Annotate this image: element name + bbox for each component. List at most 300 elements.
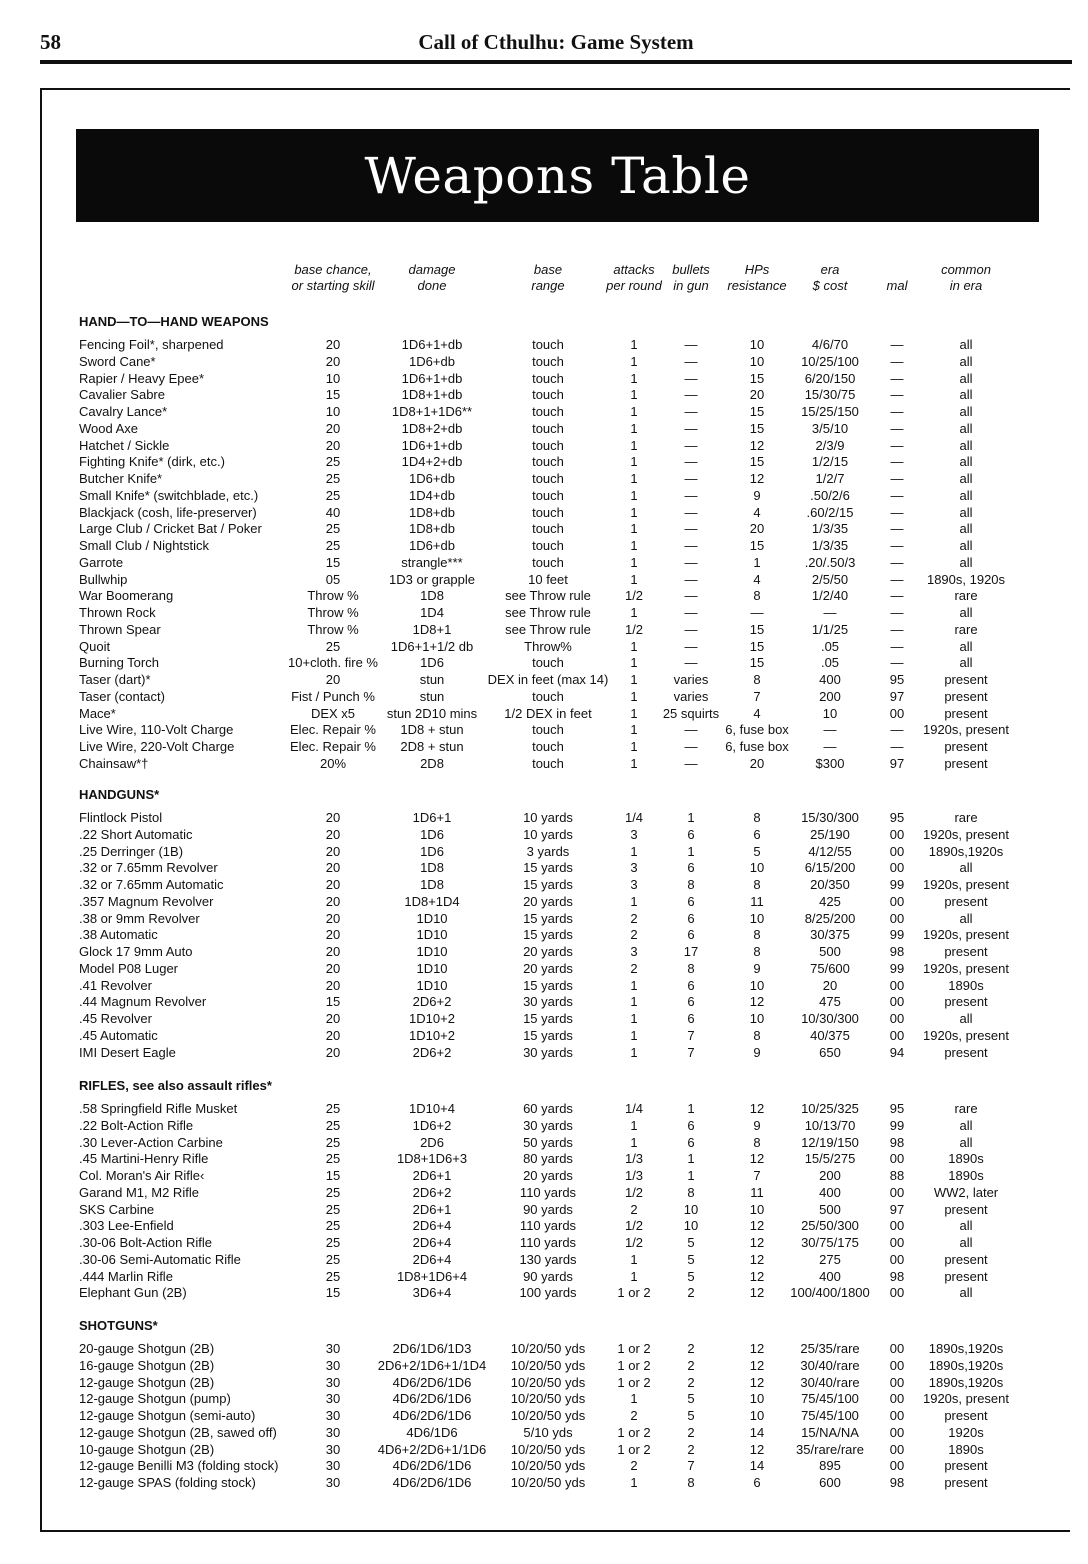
cell-bullets: — [684,538,698,553]
cell-common-in-era: 1890s [948,977,984,993]
column-header-line: in era [949,278,983,293]
column-header-line: bullets [672,262,710,277]
cell-base-range: touch [532,538,564,553]
cell-base-chance: 10 [325,404,341,419]
cell-damage: 2D6+4 [412,1251,452,1267]
weapon-name: Wood Axe [79,420,139,436]
cell-base-range: see Throw rule [505,588,591,604]
cell-era-cost: .05 [820,655,840,671]
cell-mal: — [890,638,904,654]
table-row [0,705,1088,722]
cell-damage: 1D6 [420,655,444,671]
cell-hp-resistance: 12 [749,1357,765,1373]
cell-base-chance: 05 [325,571,341,587]
cell-era-cost: 100/400/1800 [790,1285,870,1301]
cell-damage: 1D8+2+db [401,420,463,436]
weapon-name: Rapier / Heavy Epee* [79,370,205,386]
cell-damage: 1D8 [420,877,444,892]
cell-base-chance: 15 [325,1285,341,1301]
page-number: 58 [40,30,61,54]
weapon-name: 12-gauge Shotgun (2B) [79,1374,215,1390]
cell-base-range: 15 yards [523,910,573,926]
cell-damage: 4D6/1D6 [406,1424,458,1440]
cell-base-range: 90 yards [523,1201,573,1217]
table-row [0,604,1088,621]
cell-attacks: 1 [630,672,638,687]
cell-base-range: touch [532,370,564,386]
cell-base-chance: 20 [325,977,341,993]
weapon-name: .58 Springfield Rifle Musket [79,1101,238,1116]
table-row [0,453,1088,470]
cell-attacks: 1 [630,1044,638,1060]
cell-hp-resistance: 20 [749,521,765,537]
cell-base-chance: 30 [325,1408,341,1423]
cell-mal: — [890,487,904,503]
cell-hp-resistance: 8 [753,877,761,892]
cell-mal: — [890,420,904,436]
cell-attacks: 1 or 2 [617,1374,651,1390]
cell-mal: 99 [889,1117,905,1133]
cell-era-cost: 1/2/40 [811,588,849,604]
cell-base-chance: DEX x5 [310,705,356,721]
cell-damage: 4D6/2D6/1D6 [392,1475,472,1490]
weapon-name: 10-gauge Shotgun (2B) [79,1441,215,1457]
cell-common-in-era: present [944,893,988,909]
table-row [0,420,1088,437]
table-row [0,1234,1088,1251]
cell-bullets: — [684,588,698,604]
cell-damage: 3D6+4 [412,1285,452,1301]
cell-hp-resistance: 20 [749,387,765,403]
cell-damage: 2D6+2 [412,1044,452,1060]
cell-hp-resistance: 15 [749,538,765,553]
table-row [0,926,1088,943]
cell-era-cost: 1/2/7 [815,471,845,486]
cell-common-in-era: rare [954,1101,978,1116]
cell-base-range: touch [532,688,564,704]
cell-mal: 00 [889,1151,905,1167]
cell-era-cost: 275 [819,1251,841,1267]
cell-mal: 95 [889,672,905,687]
cell-attacks: 1 [630,843,638,859]
weapon-name: .303 Lee-Enfield [79,1218,174,1234]
column-header-line: done [417,278,447,293]
cell-common-in-era: all [959,1285,973,1301]
weapon-name: IMI Desert Eagle [79,1044,176,1060]
cell-common-in-era: present [944,755,988,771]
cell-attacks: 1 [630,353,638,369]
cell-mal: 95 [889,810,905,825]
cell-hp-resistance: 12 [749,1285,765,1301]
weapon-name: Taser (contact) [79,688,165,704]
cell-attacks: 1 or 2 [617,1441,651,1457]
weapon-name: .22 Bolt-Action Rifle [79,1117,194,1133]
cell-bullets: — [684,605,698,620]
cell-damage: 2D8 [420,755,444,771]
cell-common-in-era: 1890s [948,1151,984,1167]
cell-attacks: 1 [630,404,638,419]
cell-damage: 2D6/1D6/1D3 [392,1341,472,1356]
weapon-name: Live Wire, 110-Volt Charge [79,722,234,738]
cell-hp-resistance: 7 [753,1168,761,1183]
cell-bullets: — [684,370,698,386]
cell-common-in-era: rare [954,588,978,604]
cell-mal: 98 [889,944,905,959]
cell-attacks: 2 [630,927,638,943]
cell-base-chance: 20 [325,860,341,876]
table-row [0,1474,1088,1491]
cell-bullets: — [684,387,698,403]
cell-attacks: 1/4 [624,810,644,825]
cell-attacks: 1 [630,722,638,738]
cell-damage: 1D6+1+db [401,437,463,453]
cell-era-cost: — [823,722,837,738]
cell-damage: 2D6+4 [412,1218,452,1234]
cell-hp-resistance: 10 [749,910,765,926]
cell-mal: 99 [889,877,905,892]
table-row [0,910,1088,927]
cell-base-range: 20 yards [523,893,573,909]
cell-bullets: 1 [687,1168,695,1183]
cell-bullets: varies [673,688,709,704]
cell-attacks: 1/3 [624,1168,644,1183]
cell-hp-resistance: 8 [753,672,761,687]
table-row [0,386,1088,403]
cell-mal: 00 [889,1341,905,1356]
cell-mal: 99 [889,960,905,976]
cell-base-range: 15 yards [523,977,573,993]
column-header-attacks [606,262,662,294]
cell-damage: 1D10+2 [409,1027,455,1043]
cell-base-range: 15 yards [523,1027,573,1043]
cell-base-range: 20 yards [523,960,573,976]
cell-damage: 1D6+2 [412,1117,452,1133]
weapon-name: Taser (dart)* [79,672,151,687]
weapon-name: Garand M1, M2 Rifle [79,1184,199,1200]
cell-base-chance: 20 [325,877,341,892]
table-row [0,571,1088,588]
cell-attacks: 1 [630,755,638,771]
cell-common-in-era: all [959,860,973,876]
cell-era-cost: 20 [822,977,838,993]
cell-hp-resistance: 12 [749,994,765,1010]
cell-damage: 1D10 [416,910,448,926]
cell-mal: — [890,605,904,620]
cell-base-chance: 30 [325,1341,341,1356]
cell-hp-resistance: 10 [749,337,765,352]
table-row [0,370,1088,387]
table-row [0,1457,1088,1474]
cell-base-chance: 20 [325,893,341,909]
cell-bullets: 17 [683,944,699,959]
cell-base-range: touch [532,404,564,419]
cell-common-in-era: present [944,1268,988,1284]
weapon-name: Cavalry Lance* [79,404,168,419]
cell-bullets: — [684,722,698,738]
cell-era-cost: 3/5/10 [811,420,849,436]
cell-base-range: 3 yards [526,843,570,859]
table-row [0,960,1088,977]
weapon-name: Sword Cane* [79,353,156,369]
table-row [0,1284,1088,1301]
cell-attacks: 1 [630,1251,638,1267]
cell-base-range: touch [532,739,564,754]
cell-damage: 1D4 [420,605,444,620]
weapon-name: Butcher Knife* [79,471,163,486]
cell-damage: 1D6+1+db [401,337,463,352]
cell-era-cost: 500 [819,1201,841,1217]
weapon-name: 16-gauge Shotgun (2B) [79,1357,215,1373]
cell-damage: 1D8 [420,588,444,604]
cell-mal: — [890,722,904,738]
cell-mal: — [890,538,904,553]
cell-hp-resistance: 12 [749,1235,765,1250]
cell-base-chance: 25 [325,1268,341,1284]
cell-era-cost: .20/.50/3 [804,554,856,570]
cell-bullets: 5 [687,1235,695,1250]
column-header-line: mal [886,278,908,293]
cell-base-chance: 20 [325,826,341,842]
cell-mal: 00 [889,910,905,926]
weapon-name: 12-gauge SPAS (folding stock) [79,1475,256,1490]
cell-bullets: 6 [687,1011,695,1026]
cell-base-chance: 20 [325,843,341,859]
cell-bullets: 2 [687,1374,695,1390]
cell-common-in-era: 1920s, present [922,877,1010,892]
table-row [0,993,1088,1010]
cell-bullets: 5 [687,1391,695,1407]
table-row [0,437,1088,454]
cell-attacks: 1/3 [624,1151,644,1167]
cell-common-in-era: 1890s [948,1441,984,1457]
cell-common-in-era: 1920s, present [922,1391,1010,1407]
cell-attacks: 1 [630,437,638,453]
table-row [0,520,1088,537]
table-row [0,487,1088,504]
cell-attacks: 1 [630,454,638,470]
column-header-line: damage [408,262,456,277]
table-row [0,1167,1088,1184]
cell-bullets: — [684,621,698,637]
cell-base-range: touch [532,337,564,352]
weapon-name: .44 Magnum Revolver [79,994,207,1010]
cell-bullets: 10 [683,1218,699,1234]
weapon-name: SKS Carbine [79,1201,155,1217]
cell-attacks: 2 [630,1458,638,1474]
cell-bullets: — [684,337,698,352]
cell-mal: — [890,655,904,671]
table-row [0,859,1088,876]
cell-common-in-era: WW2, later [933,1184,999,1200]
cell-base-chance: Elec. Repair % [290,722,376,738]
cell-base-range: see Throw rule [505,605,591,620]
cell-base-chance: 30 [325,1475,341,1490]
cell-damage: 1D8+1D6+4 [396,1268,468,1284]
cell-era-cost: 600 [819,1475,841,1490]
cell-bullets: 6 [687,826,695,842]
cell-mal: 00 [889,1408,905,1423]
cell-hp-resistance: 12 [749,1251,765,1267]
cell-era-cost: 15/25/150 [801,404,859,419]
table-row [0,843,1088,860]
cell-era-cost: 895 [819,1458,841,1474]
cell-base-range: 90 yards [523,1268,573,1284]
weapon-name: 12-gauge Benilli M3 (folding stock) [79,1458,279,1474]
cell-era-cost: 6/15/200 [804,860,856,876]
cell-hp-resistance: 10 [749,860,765,876]
cell-hp-resistance: 12 [749,1268,765,1284]
cell-hp-resistance: 4 [753,571,761,587]
cell-attacks: 1 [630,1011,638,1026]
cell-common-in-era: rare [954,621,978,637]
section-title: SHOTGUNS* [79,1318,158,1333]
cell-bullets: 6 [687,1134,695,1150]
cell-base-range: touch [532,387,564,403]
weapon-name: Garrote [79,554,124,570]
weapon-name: .32 or 7.65mm Revolver [79,860,218,876]
cell-bullets: — [684,404,698,419]
weapon-name: Live Wire, 220-Volt Charge [79,739,235,754]
cell-era-cost: .60/2/15 [806,504,854,520]
cell-bullets: 5 [687,1268,695,1284]
cell-base-chance: 25 [325,1251,341,1267]
weapon-name: .45 Martini-Henry Rifle [79,1151,209,1167]
cell-base-chance: 20 [325,672,341,687]
cell-era-cost: 1/1/25 [811,621,849,637]
cell-base-range: 10/20/50 yds [510,1357,586,1373]
cell-common-in-era: present [944,739,988,754]
cell-base-range: 30 yards [523,994,573,1010]
cell-hp-resistance: 14 [749,1458,765,1474]
cell-base-range: 10 feet [528,571,568,587]
weapon-name: Fighting Knife* (dirk, etc.) [79,454,225,470]
cell-base-range: 10/20/50 yds [510,1341,586,1356]
running-head [40,30,1072,58]
cell-base-chance: Elec. Repair % [290,739,376,754]
cell-common-in-era: all [959,504,973,520]
cell-attacks: 3 [630,877,638,892]
weapon-name: Hatchet / Sickle [79,437,170,453]
cell-era-cost: 75/600 [810,960,850,976]
cell-base-range: 15 yards [523,1011,573,1026]
cell-common-in-era: 1890s,1920s [928,1357,1004,1373]
cell-hp-resistance: 12 [749,471,765,486]
cell-common-in-era: present [944,1251,988,1267]
cell-era-cost: 30/40/rare [800,1357,860,1373]
column-header-base-chance [291,262,374,294]
cell-era-cost: $300 [815,755,845,771]
cell-base-range: 30 yards [523,1044,573,1060]
cell-era-cost: 2/3/9 [815,437,845,453]
cell-attacks: 1 [630,571,638,587]
cell-attacks: 1 [630,705,638,721]
cell-base-chance: 15 [325,994,341,1010]
cell-mal: — [890,353,904,369]
table-row [0,1150,1088,1167]
cell-mal: — [890,404,904,419]
cell-damage: 1D8+1+1D6** [391,404,473,419]
cell-base-range: 50 yards [523,1134,573,1150]
cell-hp-resistance: 12 [749,1374,765,1390]
cell-attacks: 1 [630,538,638,553]
cell-common-in-era: rare [954,810,978,825]
cell-hp-resistance: 5 [753,843,761,859]
cell-attacks: 3 [630,860,638,876]
title-banner [76,129,1039,222]
cell-common-in-era: 1920s, present [922,826,1010,842]
cell-hp-resistance: 12 [749,1101,765,1116]
cell-attacks: 1 [630,688,638,704]
weapon-name: Blackjack (cosh, life-preserver) [79,504,257,520]
cell-hp-resistance: 10 [749,353,765,369]
cell-damage: 1D4+db [409,487,455,503]
cell-damage: 2D6 [420,1134,444,1150]
cell-common-in-era: all [959,638,973,654]
section-title: RIFLES, see also assault rifles* [79,1078,272,1093]
cell-common-in-era: all [959,655,973,671]
table-row [0,587,1088,604]
cell-common-in-era: all [959,605,973,620]
table-row [0,721,1088,738]
cell-base-chance: 20 [325,1027,341,1043]
cell-attacks: 2 [630,1408,638,1423]
table-row [0,755,1088,772]
weapon-name: .30-06 Bolt-Action Rifle [79,1235,212,1250]
cell-bullets: 2 [687,1357,695,1373]
table-row [0,1217,1088,1234]
cell-bullets: 5 [687,1408,695,1423]
cell-common-in-era: present [944,1408,988,1423]
cell-era-cost: 10/30/300 [801,1011,859,1026]
cell-bullets: 1 [687,1151,695,1167]
cell-attacks: 1 or 2 [617,1341,651,1356]
cell-base-range: 10/20/50 yds [510,1475,586,1490]
cell-era-cost: 25/35/rare [800,1341,860,1356]
cell-mal: 95 [889,1101,905,1116]
cell-era-cost: 200 [819,1168,841,1183]
cell-base-range: 110 yards [519,1184,577,1200]
cell-mal: 98 [889,1134,905,1150]
cell-hp-resistance: 10 [749,977,765,993]
table-row [0,403,1088,420]
cell-mal: 00 [889,1251,905,1267]
cell-base-chance: 20 [325,353,341,369]
table-row [0,688,1088,705]
cell-bullets: — [684,554,698,570]
cell-hp-resistance: 6 [753,826,761,842]
cell-damage: 1D3 or grapple [389,571,475,587]
cell-bullets: 2 [687,1441,695,1457]
cell-era-cost: 10/25/325 [801,1101,859,1116]
column-header-base-range [531,262,564,294]
weapon-name: .38 or 9mm Revolver [79,910,200,926]
cell-base-range: 5/10 yds [523,1424,573,1440]
cell-bullets: — [684,471,698,486]
cell-hp-resistance: 15 [749,420,765,436]
table-row [0,977,1088,994]
cell-attacks: 1 or 2 [617,1424,651,1440]
cell-attacks: 1 [630,504,638,520]
cell-attacks: 1 [630,337,638,352]
cell-era-cost: 30/75/175 [801,1235,859,1250]
cell-mal: 00 [889,826,905,842]
weapon-name: War Boomerang [79,588,174,604]
cell-base-range: touch [532,454,564,470]
column-header-line: attacks [613,262,655,277]
cell-attacks: 1 [630,1391,638,1407]
cell-damage: 2D6+2 [412,994,452,1010]
cell-bullets: 8 [687,960,695,976]
